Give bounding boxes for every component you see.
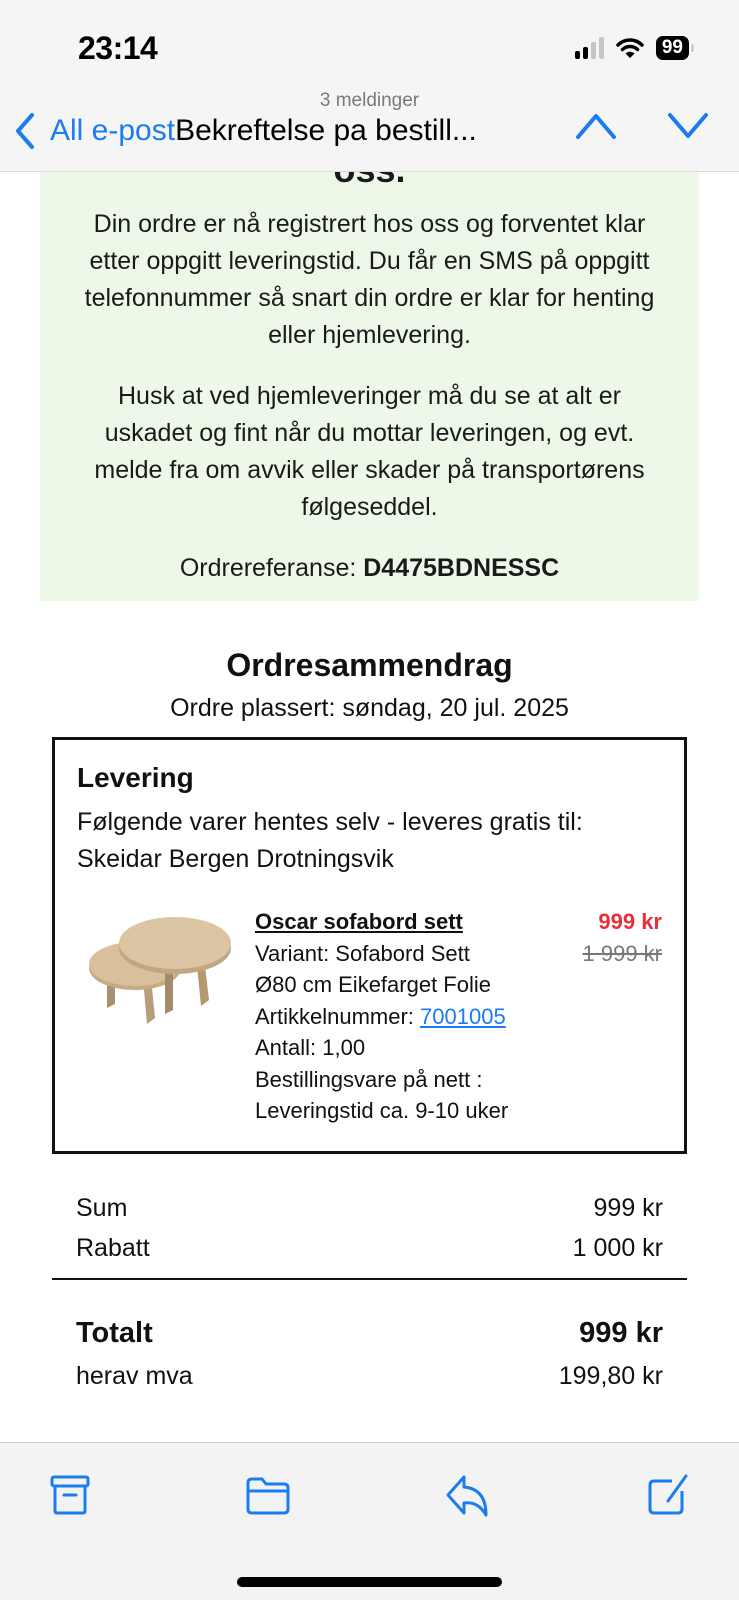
article-number-link[interactable]: 7001005 xyxy=(420,1003,506,1029)
order-reference-value: D4475BDNESSC xyxy=(363,554,560,582)
chevron-down-icon xyxy=(667,112,709,140)
vat-row xyxy=(52,1356,687,1396)
total-label: Totalt xyxy=(76,1316,153,1349)
compose-button[interactable] xyxy=(646,1473,690,1522)
battery-indicator: 99 xyxy=(656,36,689,60)
delivery-section xyxy=(52,737,687,1154)
confirmation-text: Din ordre er nå registrert hos oss og forventet klar etter oppgitt leveringstid. Du får en SMS på oppgitt telefonnummer så snart din ordre er klar for henting eller hjemlevering. xyxy=(84,210,655,349)
previous-message-button[interactable] xyxy=(575,112,617,145)
sum-value: 999 kr xyxy=(593,1193,663,1222)
order-placed-date: Ordre plassert: søndag, 20 jul. 2025 xyxy=(170,694,569,722)
status-time: 23:14 xyxy=(78,30,158,66)
order-reference-label: Ordrereferanse: xyxy=(179,554,357,582)
archive-button[interactable] xyxy=(48,1473,92,1522)
wifi-icon xyxy=(616,37,644,59)
sum-row xyxy=(52,1188,687,1228)
folder-icon xyxy=(244,1473,292,1517)
totals-divider xyxy=(52,1278,687,1280)
product-prices xyxy=(583,906,663,969)
back-label: All e-post xyxy=(50,114,176,147)
message-count: 3 meldinger xyxy=(319,90,420,111)
compose-icon xyxy=(646,1473,690,1517)
back-button[interactable] xyxy=(14,112,175,150)
vat-value: 199,80 kr xyxy=(558,1361,663,1390)
delivery-notice-text: Husk at ved hjemleveringer må du se at alt er uskadet og fint når du mottar leveringen, og evt. melde fra om avvik eller skader på transportørens følgeseddel. xyxy=(94,382,645,521)
product-name-link[interactable]: Oscar sofabord sett xyxy=(255,909,463,934)
nav-row xyxy=(14,108,739,154)
total-row xyxy=(52,1310,687,1356)
sum-label: Sum xyxy=(76,1193,128,1222)
order-confirmation-box xyxy=(40,172,699,601)
product-variant: Variant: Sofabord Sett xyxy=(255,940,470,966)
delivery-title: Levering xyxy=(77,762,194,793)
product-article xyxy=(255,1001,662,1033)
chevron-left-icon xyxy=(14,112,36,150)
total-value: 999 kr xyxy=(579,1316,663,1349)
product-image xyxy=(85,906,235,1026)
order-summary-title: Ordresammendrag xyxy=(226,647,513,683)
sale-price: 999 kr xyxy=(598,909,662,934)
order-totals xyxy=(52,1188,687,1396)
cellular-signal-icon xyxy=(575,37,604,59)
email-body xyxy=(0,172,739,1396)
archive-icon xyxy=(48,1473,92,1517)
product-quantity: Antall: 1,00 xyxy=(255,1035,366,1060)
product-item xyxy=(77,906,662,1127)
discount-row xyxy=(52,1228,687,1268)
reply-icon xyxy=(444,1473,492,1517)
delivery-text: Følgende varer hentes selv - leveres gratis til: Skeidar Bergen Drotningsvik xyxy=(77,808,583,873)
mail-toolbar xyxy=(0,1442,739,1600)
status-icons xyxy=(575,36,689,60)
discount-label: Rabatt xyxy=(76,1233,150,1262)
product-delivery-time: Leveringstid ca. 9-10 uker xyxy=(255,1098,509,1123)
vat-label: herav mva xyxy=(76,1361,193,1390)
chevron-up-icon xyxy=(575,112,617,140)
article-label: Artikkelnummer: xyxy=(255,1003,414,1029)
mail-header xyxy=(0,0,739,172)
email-subject: Bekreftelse pa bestill... xyxy=(175,114,477,147)
product-order-note: Bestillingsvare på nett : xyxy=(255,1066,483,1092)
reply-button[interactable] xyxy=(444,1473,492,1522)
next-message-button[interactable] xyxy=(667,112,709,145)
home-indicator[interactable] xyxy=(237,1577,502,1587)
product-variant-detail: Ø80 cm Eikefarget Folie xyxy=(255,972,491,997)
move-to-folder-button[interactable] xyxy=(244,1473,292,1522)
original-price: 1 999 kr xyxy=(582,940,662,966)
discount-value: 1 000 kr xyxy=(572,1233,663,1262)
order-reference xyxy=(80,550,659,587)
